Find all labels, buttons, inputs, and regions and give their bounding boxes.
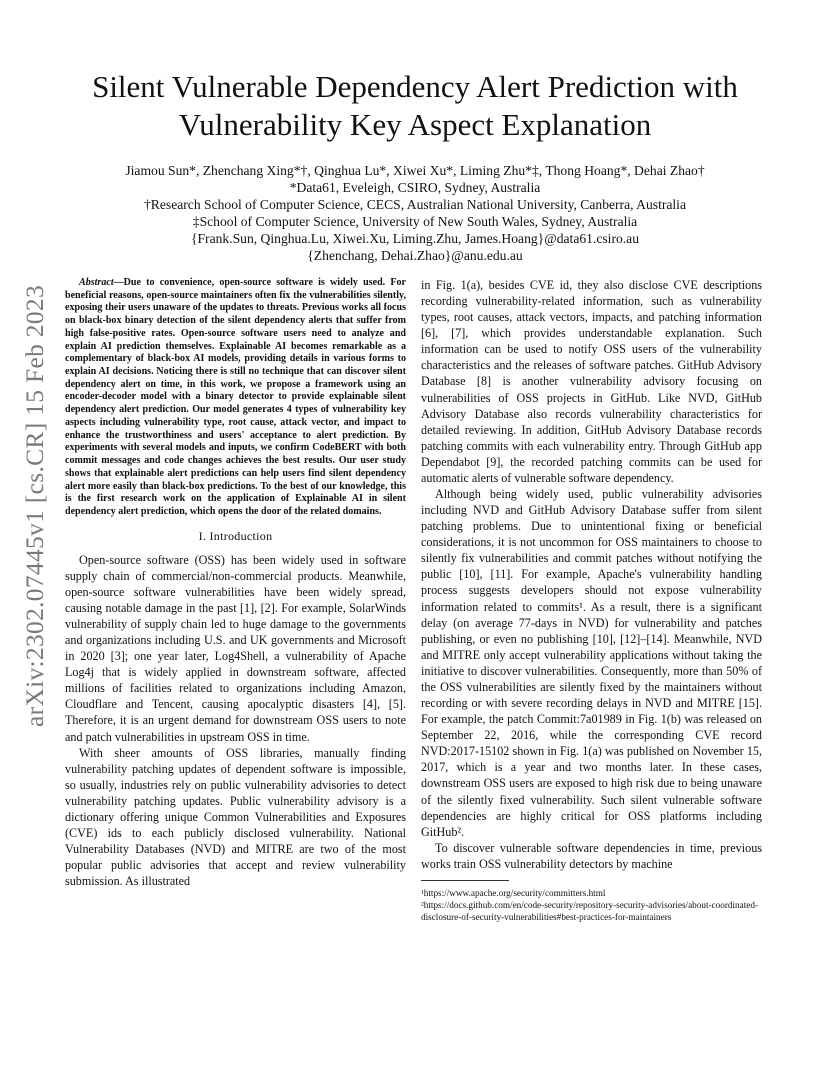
section-heading: I. Introduction <box>198 528 273 543</box>
author-block <box>60 162 770 264</box>
footnote-2: ²https://docs.github.com/en/code-security/repository-security-advisories/about-coordinated-disclosure-of-security-vulnerabilities#best-practices-for-maintainers <box>421 899 758 922</box>
paper-title <box>60 68 770 144</box>
intro-paragraph-3: in Fig. 1(a), besides CVE id, they also disclose CVE descriptions recording vulnerability-related information, such as vulnerability types, root causes, attack vectors, impacts, and patching information [6], [7], which provides understandable explanation. Such information can be used to notify OSS users of the vulnerability characteristics and the releases of software patches. GitHub Advisory Database [8] is another vulnerability advisory focusing on vulnerabilities of OSS projects in GitHub. Like NVD, GitHub Advisory Database also records vulnerability characteristics for detailed reviewing. In addition, GitHub Advisory Database records patching commits with each vulnerability entry. Through GitHub app Dependabot [9], the recorded patching commits can be used for automatic alerts of vulnerable software dependency. <box>421 278 762 485</box>
title-line-2: Vulnerability Key Aspect Explanation <box>178 107 652 142</box>
right-column <box>421 277 762 923</box>
email-line-1: {Frank.Sun, Qinghua.Lu, Xiwei.Xu, Liming.Zhu, James.Hoang}@data61.csiro.au <box>190 231 640 246</box>
affiliation-2: †Research School of Computer Science, CECS, Australian National University, Canberra, Australia <box>144 197 686 212</box>
arxiv-id: arXiv:2302.07445v1 [cs.CR] 15 Feb 2023 <box>20 284 49 728</box>
abstract-text: —Due to convenience, open-source software is widely used. For beneficial reasons, open-source maintainers often fix the vulnerabilities silently, exposing their users unaware of the updates to threats. Previous works all focus on black-box binary detection of the silent dependency alerts that suffer from high false-positive rates. Open-source software users need to analyze and explain AI prediction themselves. Explainable AI becomes remarkable as a complementary of black-box AI models, providing details in various forms to explain AI decisions. Noticing there is still no technique that can discover silent dependency alert on time, in this work, we propose a framework using an encoder-decoder model with a binary detector to provide explainable silent dependency alert prediction. Our model generates 4 types of vulnerability key aspects including vulnerability type, root cause, attack vector, and impact to enhance the trustworthiness and users' acceptance to alert prediction. By experiments with several models and inputs, we confirm CodeBERT with both commit messages and code changes achieves the best results. Our user study shows that explainable alert predictions can help users find silent dependency alert more easily than black-box predictions. To the best of our knowledge, this is the first research work on the application of Explainable AI in silent dependency alert prediction, which opens the door of the related domains. <box>65 277 406 517</box>
intro-paragraph-1: Open-source software (OSS) has been widely used in software supply chain of commercial/non-commercial products. Meanwhile, open-source software vulnerabilities have been widely spread, causing notable damage in the past [1], [2]. For example, SolarWinds vulnerability of supply chain led to huge damage to the governments and organizations including U.S. and UK governments and Microsoft in 2020 [3]; one year later, Log4Shell, a vulnerability of Apache Log4j that is widely applied in downstream software, affected millions of facilities related to organizations including Amazon, Cloudflare and Tencent, causing apocalyptic disasters [4], [5]. Therefore, it is an urgent demand for downstream OSS users to note and patch vulnerabilities in upstream OSS in time. <box>65 552 406 744</box>
abstract <box>65 277 406 519</box>
intro-paragraph-4: Although being widely used, public vulnerability advisories including NVD and GitHub Advisory Database suffer from silent patching problems. Due to unintentional fixing or beneficial considerations, it is not uncommon for OSS maintainers to choose to silently fix vulnerabilities and commit patches without notifying the public [10], [11]. For example, Apache's vulnerability handling process suggests developers should not expose vulnerability information related to commits¹. As a result, there is a significant delay (on average 77-days in NVD) for vulnerability and patches publishing, or even no publishing [10], [12]–[14]. Meanwhile, NVD and MITRE only accept vulnerability applications without taking the initiative to discover vulnerabilities. Consequently, more than 50% of the OSS vulnerabilities are silently fixed by the maintainers without recording or with severe recording delays in NVD and MITRE [15]. For example, the patch Commit:7a01989 in Fig. 1(b) was released on September 22, 2016, while the corresponding CVE record NVD:2017-15102 shown in Fig. 1(a) was published on November 15, 2017, which is a year and two months later. In these cases, downstream OSS users are exposed to high risk due to being unaware of the silently fixed vulnerability. Such silent vulnerable software dependencies are highly critical for OSS platforms including GitHub². <box>421 487 762 839</box>
author-list: Jiamou Sun*, Zhenchang Xing*†, Qinghua Lu*, Xiwei Xu*, Liming Zhu*‡, Thong Hoang*, Dehai Zhao† <box>125 163 705 178</box>
title-line-1: Silent Vulnerable Dependency Alert Prediction with <box>92 69 738 104</box>
footnote-rule <box>421 880 509 881</box>
abstract-label: Abstract <box>79 277 114 288</box>
affiliation-3: ‡School of Computer Science, University of New South Wales, Sydney, Australia <box>192 214 638 229</box>
left-column <box>65 277 406 889</box>
footnote-1: ¹https://www.apache.org/security/committers.html <box>421 887 606 898</box>
email-line-2: {Zhenchang, Dehai.Zhao}@anu.edu.au <box>307 248 523 263</box>
affiliation-1: *Data61, Eveleigh, CSIRO, Sydney, Australia <box>289 180 541 195</box>
arxiv-watermark <box>20 286 50 726</box>
intro-paragraph-2: With sheer amounts of OSS libraries, manually finding vulnerability patching updates of dependent software is impossible, so usually, industries rely on public vulnerability advisories to detect vulnerability patching updates. Public vulnerability advisory is a dictionary offering unique Common Vulnerabilities and Exposures (CVE) ids to each publicly disclosed vulnerability. National Vulnerability Databases (NVD) and MITRE are two of the most popular public advisories that accept and review vulnerability submission. As illustrated <box>65 745 406 889</box>
intro-paragraph-5: To discover vulnerable software dependencies in time, previous works train OSS vulnerability detectors by machine <box>421 840 762 871</box>
